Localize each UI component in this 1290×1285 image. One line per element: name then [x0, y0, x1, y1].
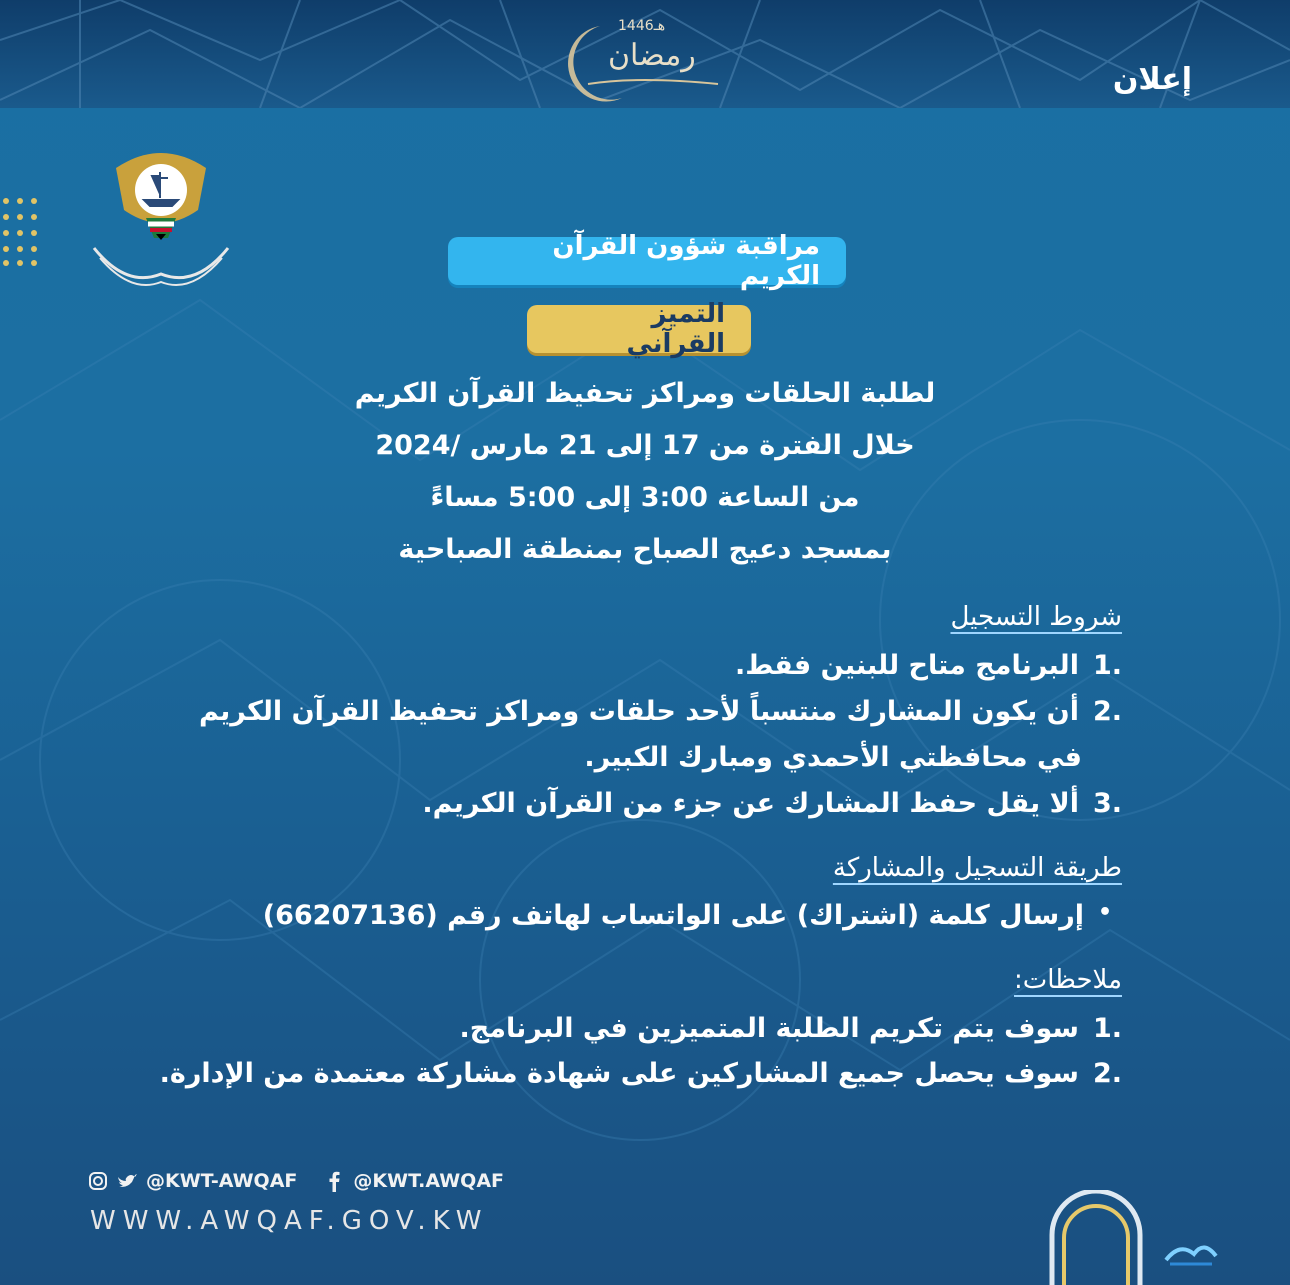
registration-title: شروط التسجيل [950, 602, 1122, 632]
program-pill: التميز القرآني [527, 305, 751, 353]
method-title: طريقة التسجيل والمشاركة [832, 853, 1122, 883]
item-text: إرسال كلمة (اشتراك) على الواتساب لهاتف رقم (66207136) [262, 900, 1084, 931]
item-number: 2. [1092, 1058, 1122, 1089]
announcement-label: إعلان [1112, 62, 1192, 97]
ramadan-title: رمضان [608, 38, 696, 73]
instagram-icon[interactable] [88, 1171, 108, 1191]
condition-item [199, 696, 1122, 727]
item-text: ألا يقل حفظ المشارك عن جزء من القرآن الكريم. [422, 788, 1079, 819]
intro-line: بمسجد دعيج الصباح بمنطقة الصباحية [398, 534, 892, 565]
item-text: في محافظتي الأحمدي ومبارك الكبير. [584, 742, 1082, 773]
item-number: 2. [1092, 696, 1122, 727]
condition-item [422, 788, 1122, 819]
item-text: أن يكون المشارك منتسباً لأحد حلقات ومراكز تحفيظ القرآن الكريم [198, 696, 1079, 727]
department-pill: مراقبة شؤون القرآن الكريم [448, 237, 846, 285]
note-item [460, 1013, 1122, 1044]
item-text: البرنامج متاح للبنين فقط. [734, 650, 1079, 681]
facebook-icon[interactable] [323, 1170, 345, 1192]
arch-decoration [1046, 1190, 1146, 1285]
item-text: سوف يتم تكريم الطلبة المتميزين في البرنامج. [459, 1013, 1079, 1044]
dots-decoration [0, 195, 40, 267]
website-url[interactable]: WWW.AWQAF.GOV.KW [90, 1206, 489, 1236]
item-number: 1. [1092, 650, 1122, 681]
notes-title: ملاحظات: [1014, 965, 1122, 995]
item-number: 1. [1092, 1013, 1122, 1044]
handle-facebook[interactable]: @KWT.AWQAF [353, 1170, 505, 1192]
ramadan-year: 1446هـ [618, 18, 666, 34]
kuwait-emblem-icon [86, 148, 236, 298]
item-text: سوف يحصل جميع المشاركين على شهادة مشاركة معتمدة من الإدارة. [159, 1058, 1079, 1089]
condition-item-continuation [584, 742, 1082, 773]
handle-instagram-twitter[interactable]: @KWT-AWQAF [146, 1170, 298, 1192]
condition-item [735, 650, 1122, 681]
social-handles [88, 1170, 504, 1192]
method-item [263, 900, 1122, 931]
intro-line: من الساعة 3:00 إلى 5:00 مساءً [430, 482, 860, 513]
twitter-icon[interactable] [116, 1171, 138, 1191]
note-item [160, 1058, 1122, 1089]
intro-line: لطلبة الحلقات ومراكز تحفيظ القرآن الكريم [354, 378, 936, 409]
bullet: • [1098, 900, 1113, 925]
intro-line: خلال الفترة من 17 إلى 21 مارس /2024 [375, 430, 915, 461]
item-number: 3. [1092, 788, 1122, 819]
corner-logo-icon [1160, 1232, 1220, 1268]
